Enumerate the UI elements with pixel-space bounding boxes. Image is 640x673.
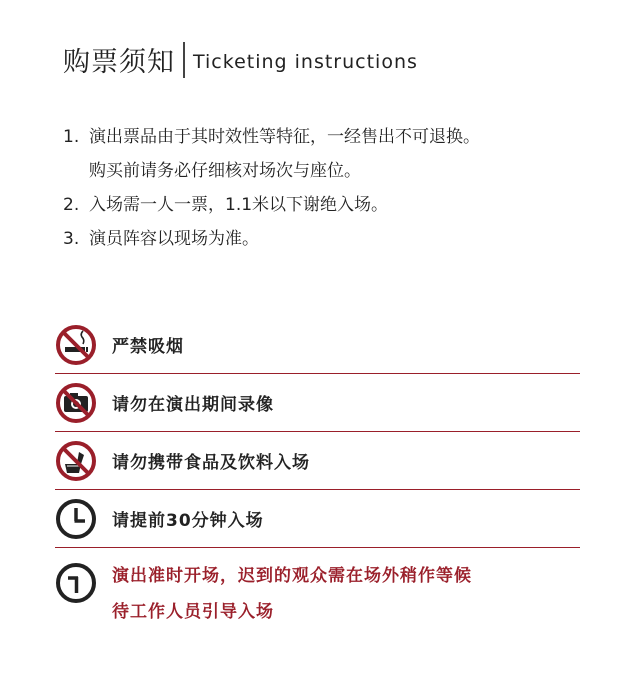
rule-number: 2. xyxy=(63,195,80,215)
notice-item xyxy=(55,490,580,548)
page-header xyxy=(63,40,418,79)
rule-text: 入场需一人一票，1.1米以下谢绝入场。 xyxy=(89,195,389,215)
notice-item xyxy=(55,548,580,630)
no-camera-icon xyxy=(55,382,97,424)
title-divider xyxy=(183,42,185,78)
no-smoking-icon xyxy=(55,324,97,366)
rule-item xyxy=(63,222,480,256)
rule-number: 1. xyxy=(63,127,80,147)
notice-item xyxy=(55,374,580,432)
rule-number: 3. xyxy=(63,229,80,249)
notice-text: 请勿在演出期间录像 xyxy=(112,395,274,415)
rule-item xyxy=(63,120,480,154)
notice-text: 请勿携带食品及饮料入场 xyxy=(112,453,310,473)
notice-text-block xyxy=(112,558,472,630)
rules-list xyxy=(63,120,480,256)
page-subtitle: Ticketing instructions xyxy=(193,50,418,73)
notice-text-line: 待工作人员引导入场 xyxy=(112,602,274,622)
rule-item xyxy=(63,188,480,222)
notice-item xyxy=(55,316,580,374)
clock-icon xyxy=(55,562,97,604)
rule-text: 演员阵容以现场为准。 xyxy=(89,229,259,249)
rule-text: 购买前请务必仔细核对场次与座位。 xyxy=(89,161,361,181)
notice-text: 严禁吸烟 xyxy=(112,337,184,357)
notice-text-line: 演出准时开场，迟到的观众需在场外稍作等候 xyxy=(112,566,472,586)
rule-text: 演出票品由于其时效性等特征，一经售出不可退换。 xyxy=(89,127,480,147)
notice-list xyxy=(55,316,580,630)
no-food-icon xyxy=(55,440,97,482)
rule-item-continuation xyxy=(63,154,480,188)
clock-icon xyxy=(55,498,97,540)
page-title: 购票须知 xyxy=(63,47,175,78)
notice-text: 请提前30分钟入场 xyxy=(112,511,264,531)
notice-item xyxy=(55,432,580,490)
